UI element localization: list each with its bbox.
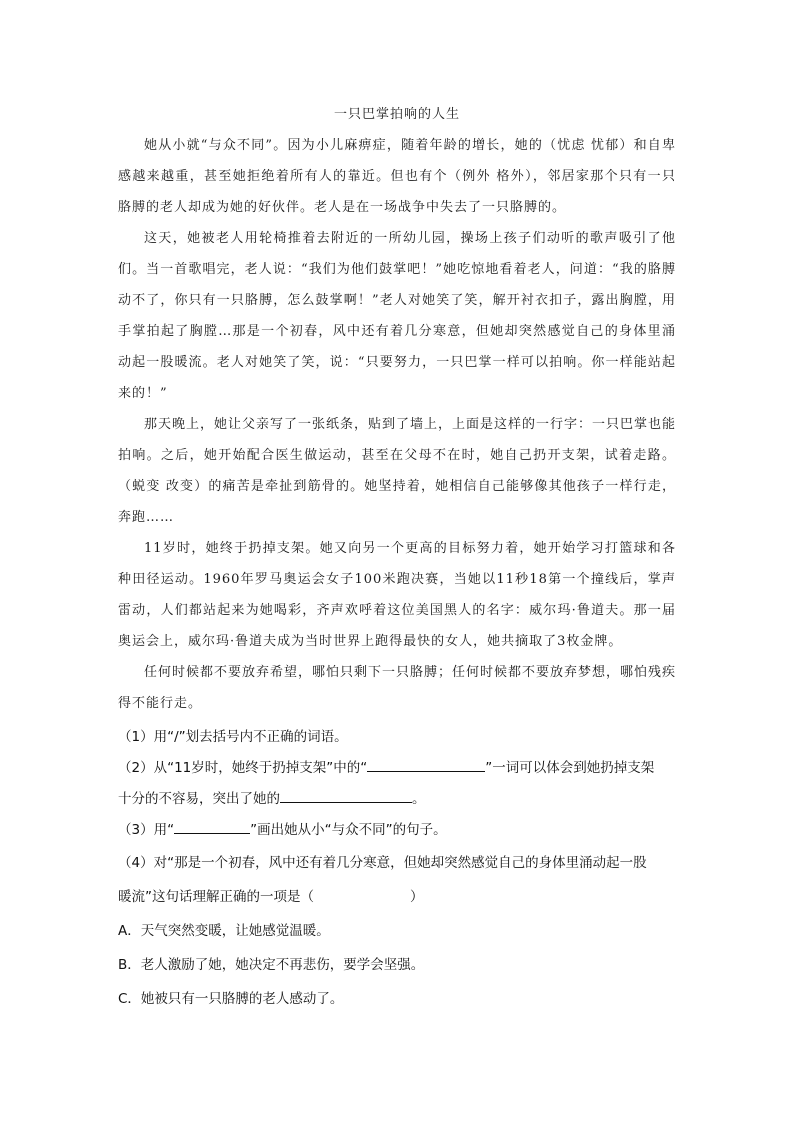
passage-paragraph-5: 任何时候都不要放弃希望，哪怕只剩下一只胳膊；任何时候都不要放弃梦想，哪怕残疾得不能行走。 bbox=[118, 665, 677, 711]
question-3: （3）用“ ”画出她从小“与众不同”的句子。 bbox=[118, 815, 678, 846]
answer-blank-q2-quality[interactable] bbox=[280, 788, 412, 803]
passage-paragraph-1: 她从小就“与众不同”。因为小儿麻痹症，随着年龄的增长，她的（忧虑 忧郁）和自卑感越来越重，甚至她拒绝着所有人的靠近。但也有个（例外 格外），邻居家那个只有一只胳膊的老人却成为她的好伙伴。老人是在一场战争中失去了一只胳膊的。 bbox=[118, 138, 676, 215]
question-list bbox=[118, 722, 678, 1016]
passage-paragraph-3: 那天晚上，她让父亲写了一张纸条，贴到了墙上，上面是这样的一行字：一只巴掌也能拍响。之后，她开始配合医生做运动，甚至在父母不在时，她自己扔开支架，试着走路。（蜕变 改变）的痛苦是牵扯到筋骨的。她坚持着，她相信自己能够像其他孩子一样行走，奔跑…… bbox=[118, 417, 677, 525]
passage-paragraph-2: 这天，她被老人用轮椅推着去附近的一所幼儿园，操场上孩子们动听的歌声吸引了他们。当一首歌唱完，老人说：“我们为他们鼓掌吧！”她吃惊地看着老人，问道：“我的胳膊动不了，你只有一只胳膊，怎么鼓掌啊！”老人对她笑了笑，解开衬衣扣子，露出胸膛，用手掌拍起了胸膛…那是一个初春，风中还有着几分寒意，但她却突然感觉自己的身体里涌动起一股暖流。老人对她笑了笑，说：“只要努力，一只巴掌一样可以拍响。你一样能站起来的！” bbox=[118, 231, 676, 401]
passage-title: 一只巴掌拍响的人生 bbox=[333, 107, 460, 122]
question-2: （2）从“11岁时，她终于扔掉支架”中的“ ”一词可以体会到她扔掉支架 十分的不容易，突出了她的 。 bbox=[118, 753, 678, 815]
question-4: （4）对“那是一个初春，风中还有着几分寒意，但她却突然感觉自己的身体里涌动起一股 暖流”这句话理解正确的一项是（ ） bbox=[118, 855, 647, 905]
question-1: （1）用“/”划去括号内不正确的词语。 bbox=[118, 729, 348, 745]
option-a[interactable]: A．天气突然变暖，让她感觉温暖。 bbox=[118, 923, 330, 939]
passage-body bbox=[118, 130, 676, 719]
option-b[interactable]: B．老人激励了她，她决定不再悲伤，要学会坚强。 bbox=[118, 957, 425, 973]
answer-blank-q2-word[interactable] bbox=[367, 757, 485, 772]
option-c[interactable]: C．她被只有一只胳膊的老人感动了。 bbox=[118, 991, 344, 1007]
underline-sample-q3 bbox=[174, 819, 250, 834]
passage-paragraph-4: 11岁时，她终于扔掉支架。她又向另一个更高的目标努力着，她开始学习打篮球和各种田径运动。1960年罗马奥运会女子100米跑决赛，当她以11秒18第一个撞线后，掌声雷动，人们都站起来为她喝彩，齐声欢呼着这位美国黑人的名字：威尔玛·鲁道夫。那一届奥运会上，威尔玛·鲁道夫成为当时世界上跑得最快的女人，她共摘取了3枚金牌。 bbox=[118, 541, 676, 649]
